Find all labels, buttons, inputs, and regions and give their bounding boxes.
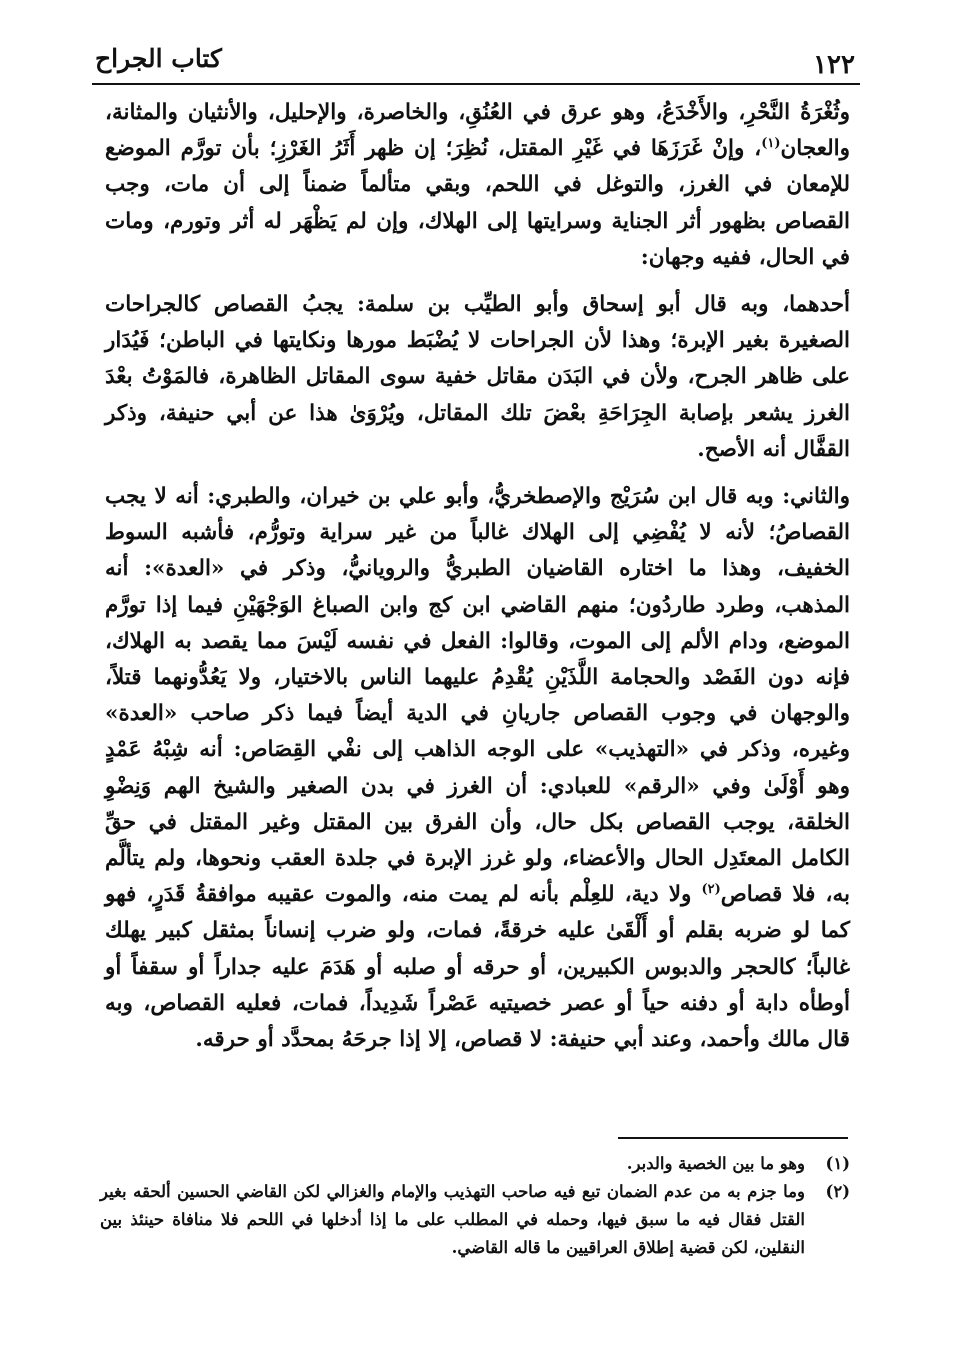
- paragraph-2: [105, 287, 850, 468]
- paragraph-text: وثُغْرَةُ النَّحْرِ، والأَخْدَعُ، وهو عرق في العُنُقِ، والخاصرة، والإحليل، والأنثيان والمثانة، والعجان: [105, 100, 850, 162]
- paragraph-text: وبه قال أبو إسحاق وأبو الطيِّب بن سلمة: يجبُ القصاص كالجراحات الصغيرة بغير الإبرة؛ وهذا لأن الجراحات لا يُضْبَط مورها ونكايتها في الباطن؛ فَيُدَار على ظاهر الجرح، ولأن في البَدَن مقاتل خفية سوى المقاتل الظاهرة، فالمَوْتُ بعْدَ الغرز يشعر بإصابة الجِرَاحَةِ بعْضَ تلك المقاتل، ويُرْوَىٰ هذا عن أبي حنيفة، وذكر القفَّال أنه الأصح.: [105, 292, 850, 462]
- page-header: [95, 40, 855, 80]
- paragraph-lead: والثاني:: [782, 484, 850, 510]
- paragraph-1: [105, 95, 850, 276]
- paragraph-text: ولا دية، للعِلْم بأنه لم يمت منه، والموت عقيبه موافقةُ قَدَرٍ، فهو كما لو ضربه بقلم أو أَلْقَىٰ عليه خرقةً، فمات، ولو ضرب إنساناً بمثقل كبير يهلك غالباً؛ كالحجر والدبوس الكبيرين، أو حرقه أو صلبه أو هَدَمَ عليه جداراً أو سقفاً أو أوطأه دابة أو دفنه حياً أو عصر خصيتيه عَصْراً شَدِيداً، فمات، فعليه القصاص، وبه قال مالك وأحمد، وعند أبي حنيفة: لا قصاص، إلا إذا جرحَهُ بمحدَّد أو حرقه.: [105, 882, 850, 1053]
- paragraph-lead: أحدهما،: [782, 292, 850, 318]
- footnote-number: (٢): [825, 1182, 850, 1201]
- footnote-ref-1[interactable]: (١): [761, 136, 781, 152]
- footnote-number: (١): [825, 1154, 850, 1173]
- main-text: [105, 95, 850, 1069]
- footnote-ref-2[interactable]: (٢): [701, 882, 721, 898]
- footnote-1: [100, 1150, 850, 1178]
- header-rule: [92, 83, 860, 85]
- paragraph-text: وبه قال ابن سُرَيْج والإصطخريُّ، وأبو علي بن خيران، والطبري: أنه لا يجب القصاصُ؛ لأنه لا يُفْضِي إلى الهلاك غالباً من غير سراية وتورُّم، فأشبه السوط الخفيف، وهذا ما اختاره القاضيان الطبريُّ والرويانيُّ، وذكر في «العدة»: أنه المذهب، وطرد طاردُون؛ منهم القاضي ابن كج وابن الصباغ الوَجْهَيْنِ فيما إذا تورَّم الموضع، ودام الألم إلى الموت، وقالوا: الفعل في نفسه لَيْسَ مما يقصد به الهلاك، فإنه دون الفَصْد والحجامة اللَّذَيْنِ يُقْدِمُ عليهما الناس بالاختيار، ولا يَعُدُّونهما قتلاً، والوجهان في وجوب القصاص جاريانِ في الدية أيضاً فيما ذكر صاحب «العدة» وغيره، وذكر في «التهذيب» على الوجه الذاهب إلى نفْي القِصَاص: أنه شِبْهُ عَمْدٍ وهو أَوْلَىٰ وفي «الرقم» للعبادي: أن الغرز في بدن الصغير والشيخ الهم وَنِضْوِ الخلقة، يوجب القصاص بكل حال، وأن الفرق بين المقتل وغير المقتل في حقِّ الكامل المعتَدِل الحال والأعضاء، ولو غرز الإبرة في جلدة العقب ونحوها، ولم يتألَّم به، فلا قصاص: [105, 484, 850, 908]
- footnote-rule: [618, 1137, 848, 1139]
- footnote-text: وما جزم به من عدم الضمان تبع فيه صاحب التهذيب والإمام والغزالي لكن القاضي الحسين ألحقه بغير القتل فقال فيه ما سبق فيها، وحمله في المطلب على ما إذا أدخلها في اللحم فلا منافاة حينئذ بين النقلين، لكن قضية إطلاق العراقيين ما قاله القاضي.: [100, 1182, 805, 1257]
- footnote-text: وهو ما بين الخصية والدبر.: [626, 1154, 805, 1173]
- paragraph-3: [105, 479, 850, 1058]
- page-number: ١٢٢: [813, 50, 855, 80]
- paragraph-text: ، وإنْ غَرَزَهَا في غَيْرِ المقتل، نُظِرَ؛ إن ظهر أَثَرُ الغَرْزِ؛ بأن تورَّم الموضع للإمعان في الغرز، والتوغل في اللحم، وبقي متألماً ضمناً إلى أن مات، وجب القصاص بظهور أثر الجناية وسرايتها إلى الهلاك، وإن لم يَظْهَر له أثر وتورم، ومات في الحال، ففيه وجهان:: [105, 136, 850, 270]
- footnotes: [100, 1150, 850, 1262]
- footnote-2: [100, 1178, 850, 1262]
- running-title: كتاب الجراح: [95, 44, 222, 73]
